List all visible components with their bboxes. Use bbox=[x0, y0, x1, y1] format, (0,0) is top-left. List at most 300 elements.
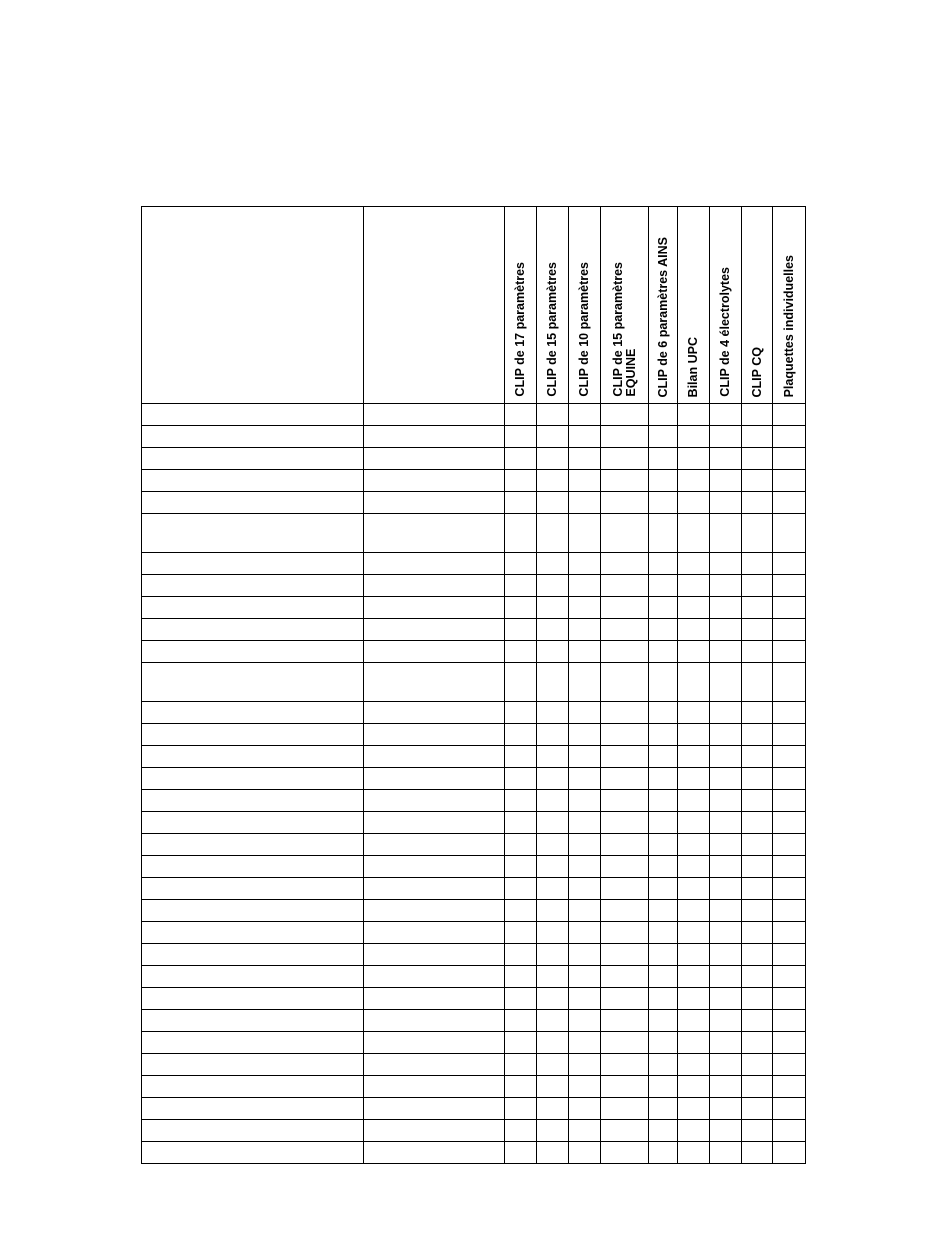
checkbox-cell bbox=[742, 790, 773, 812]
entry-cell bbox=[142, 966, 364, 988]
table-row bbox=[142, 900, 806, 922]
checkbox-cell bbox=[569, 1076, 601, 1098]
checkbox-cell bbox=[601, 1076, 649, 1098]
entry-cell bbox=[142, 575, 364, 597]
checkbox-cell bbox=[678, 426, 710, 448]
checkbox-cell bbox=[601, 1054, 649, 1076]
entry-cell bbox=[364, 492, 505, 514]
entry-cell bbox=[364, 1120, 505, 1142]
entry-cell bbox=[142, 768, 364, 790]
checkbox-cell bbox=[678, 834, 710, 856]
checkbox-cell bbox=[773, 878, 806, 900]
checkbox-cell bbox=[742, 514, 773, 553]
checkbox-cell bbox=[537, 426, 569, 448]
checkbox-cell bbox=[601, 856, 649, 878]
entry-cell bbox=[364, 1098, 505, 1120]
checkbox-cell bbox=[649, 856, 678, 878]
checkbox-cell bbox=[678, 922, 710, 944]
checkbox-cell bbox=[569, 812, 601, 834]
checkbox-cell bbox=[742, 746, 773, 768]
checkbox-cell bbox=[773, 834, 806, 856]
checkbox-cell bbox=[537, 1142, 569, 1164]
entry-cell bbox=[142, 1120, 364, 1142]
entry-cell bbox=[142, 1142, 364, 1164]
checkbox-cell bbox=[505, 702, 537, 724]
header-clip-6-ains bbox=[649, 207, 678, 404]
entry-cell bbox=[142, 724, 364, 746]
checkbox-cell bbox=[773, 1032, 806, 1054]
entry-cell bbox=[364, 724, 505, 746]
checkbox-cell bbox=[505, 492, 537, 514]
checkbox-cell bbox=[505, 553, 537, 575]
entry-cell bbox=[364, 663, 505, 702]
entry-cell bbox=[142, 856, 364, 878]
checkbox-cell bbox=[773, 426, 806, 448]
checkbox-cell bbox=[569, 663, 601, 702]
checkbox-cell bbox=[773, 856, 806, 878]
checkbox-cell bbox=[773, 944, 806, 966]
checkbox-cell bbox=[601, 404, 649, 426]
entry-cell bbox=[364, 922, 505, 944]
table-row bbox=[142, 575, 806, 597]
checkbox-cell bbox=[773, 514, 806, 553]
entry-cell bbox=[364, 1076, 505, 1098]
checkbox-cell bbox=[678, 1098, 710, 1120]
checkbox-cell bbox=[537, 834, 569, 856]
checkbox-cell bbox=[601, 426, 649, 448]
header-clip-15 bbox=[537, 207, 569, 404]
checkbox-cell bbox=[710, 988, 742, 1010]
table-row bbox=[142, 663, 806, 702]
checkbox-cell bbox=[710, 1010, 742, 1032]
checkbox-cell bbox=[710, 663, 742, 702]
checkbox-cell bbox=[601, 900, 649, 922]
table-row bbox=[142, 724, 806, 746]
checkbox-cell bbox=[505, 966, 537, 988]
header-label: CLIP de 17 paramètres bbox=[513, 262, 527, 397]
checkbox-cell bbox=[710, 812, 742, 834]
checkbox-cell bbox=[649, 922, 678, 944]
header-label: Bilan UPC bbox=[686, 336, 700, 397]
entry-cell bbox=[364, 619, 505, 641]
table-row bbox=[142, 878, 806, 900]
checkbox-cell bbox=[710, 641, 742, 663]
checkbox-cell bbox=[537, 702, 569, 724]
checkbox-cell bbox=[742, 1142, 773, 1164]
checkbox-cell bbox=[773, 900, 806, 922]
table-row bbox=[142, 966, 806, 988]
table-row bbox=[142, 426, 806, 448]
checkbox-cell bbox=[569, 1098, 601, 1120]
checkbox-cell bbox=[649, 944, 678, 966]
checkbox-cell bbox=[678, 597, 710, 619]
checkbox-cell bbox=[710, 1054, 742, 1076]
checkbox-cell bbox=[505, 812, 537, 834]
checkbox-cell bbox=[742, 812, 773, 834]
header-blank-1 bbox=[142, 207, 364, 404]
entry-cell bbox=[142, 619, 364, 641]
checkbox-cell bbox=[569, 619, 601, 641]
checkbox-cell bbox=[601, 1098, 649, 1120]
checkbox-cell bbox=[742, 900, 773, 922]
checkbox-cell bbox=[505, 922, 537, 944]
checkbox-cell bbox=[569, 597, 601, 619]
header-clip-17 bbox=[505, 207, 537, 404]
checkbox-cell bbox=[742, 1010, 773, 1032]
table-row bbox=[142, 702, 806, 724]
checkbox-cell bbox=[710, 575, 742, 597]
entry-cell bbox=[364, 878, 505, 900]
checkbox-cell bbox=[505, 900, 537, 922]
table-row bbox=[142, 790, 806, 812]
entry-cell bbox=[142, 492, 364, 514]
table-row bbox=[142, 514, 806, 553]
checkbox-cell bbox=[773, 922, 806, 944]
checkbox-cell bbox=[678, 1032, 710, 1054]
checkbox-cell bbox=[678, 812, 710, 834]
checkbox-cell bbox=[742, 426, 773, 448]
checkbox-cell bbox=[710, 856, 742, 878]
entry-cell bbox=[142, 1010, 364, 1032]
checkbox-cell bbox=[678, 1120, 710, 1142]
checkbox-cell bbox=[678, 944, 710, 966]
checkbox-cell bbox=[649, 1032, 678, 1054]
checkbox-cell bbox=[773, 768, 806, 790]
checkbox-cell bbox=[649, 663, 678, 702]
checkbox-cell bbox=[569, 922, 601, 944]
checkbox-cell bbox=[649, 404, 678, 426]
checkbox-cell bbox=[773, 619, 806, 641]
checkbox-cell bbox=[742, 834, 773, 856]
checkbox-cell bbox=[569, 492, 601, 514]
checkbox-cell bbox=[601, 1120, 649, 1142]
checkbox-cell bbox=[537, 663, 569, 702]
checkbox-cell bbox=[710, 1098, 742, 1120]
checkbox-cell bbox=[710, 790, 742, 812]
checkbox-cell bbox=[505, 1098, 537, 1120]
checkbox-cell bbox=[678, 856, 710, 878]
checkbox-cell bbox=[649, 470, 678, 492]
checkbox-cell bbox=[710, 966, 742, 988]
checkbox-cell bbox=[649, 641, 678, 663]
checkbox-cell bbox=[601, 553, 649, 575]
checkbox-cell bbox=[678, 1010, 710, 1032]
checkbox-cell bbox=[742, 856, 773, 878]
entry-cell bbox=[142, 988, 364, 1010]
table-row bbox=[142, 856, 806, 878]
checkbox-cell bbox=[601, 834, 649, 856]
checkbox-cell bbox=[773, 1010, 806, 1032]
checkbox-cell bbox=[649, 1010, 678, 1032]
checkbox-cell bbox=[710, 470, 742, 492]
header-label: CLIP de 4 électrolytes bbox=[718, 267, 732, 397]
checkbox-cell bbox=[773, 1142, 806, 1164]
checkbox-cell bbox=[505, 1010, 537, 1032]
header-clip-4-electrolytes bbox=[710, 207, 742, 404]
checkbox-cell bbox=[649, 702, 678, 724]
checkbox-cell bbox=[742, 922, 773, 944]
table-row bbox=[142, 1098, 806, 1120]
checkbox-cell bbox=[678, 988, 710, 1010]
table-row bbox=[142, 1120, 806, 1142]
checkbox-cell bbox=[773, 404, 806, 426]
checkbox-cell bbox=[537, 988, 569, 1010]
checkbox-cell bbox=[601, 768, 649, 790]
table-row bbox=[142, 619, 806, 641]
checkbox-cell bbox=[537, 1032, 569, 1054]
checkbox-cell bbox=[773, 790, 806, 812]
entry-cell bbox=[142, 597, 364, 619]
checkbox-cell bbox=[742, 1032, 773, 1054]
checkbox-cell bbox=[569, 448, 601, 470]
checkbox-cell bbox=[569, 988, 601, 1010]
entry-cell bbox=[142, 746, 364, 768]
checkbox-cell bbox=[742, 1076, 773, 1098]
checkbox-cell bbox=[569, 768, 601, 790]
table-row bbox=[142, 944, 806, 966]
checkbox-cell bbox=[678, 702, 710, 724]
checkbox-cell bbox=[710, 1076, 742, 1098]
entry-cell bbox=[142, 426, 364, 448]
checkbox-cell bbox=[742, 966, 773, 988]
checkbox-cell bbox=[678, 768, 710, 790]
checkbox-cell bbox=[742, 702, 773, 724]
checkbox-cell bbox=[649, 619, 678, 641]
checkbox-cell bbox=[710, 878, 742, 900]
checkbox-cell bbox=[537, 1076, 569, 1098]
checkbox-cell bbox=[742, 448, 773, 470]
entry-cell bbox=[142, 944, 364, 966]
checkbox-cell bbox=[569, 1120, 601, 1142]
checkbox-cell bbox=[710, 492, 742, 514]
table-row bbox=[142, 470, 806, 492]
entry-cell bbox=[364, 1010, 505, 1032]
checkbox-cell bbox=[505, 724, 537, 746]
checkbox-cell bbox=[537, 553, 569, 575]
checkbox-cell bbox=[678, 641, 710, 663]
header-clip-cq bbox=[742, 207, 773, 404]
checkbox-cell bbox=[537, 768, 569, 790]
checkbox-cell bbox=[773, 492, 806, 514]
checkbox-cell bbox=[678, 663, 710, 702]
checkbox-cell bbox=[505, 834, 537, 856]
checkbox-cell bbox=[678, 1142, 710, 1164]
header-label: CLIP de 10 paramètres bbox=[577, 262, 591, 397]
checkbox-cell bbox=[601, 922, 649, 944]
checkbox-cell bbox=[649, 1120, 678, 1142]
checkbox-cell bbox=[678, 966, 710, 988]
checkbox-cell bbox=[773, 597, 806, 619]
checkbox-cell bbox=[710, 514, 742, 553]
checkbox-cell bbox=[773, 470, 806, 492]
checkbox-cell bbox=[601, 514, 649, 553]
table-row bbox=[142, 597, 806, 619]
checkbox-cell bbox=[537, 514, 569, 553]
checkbox-cell bbox=[742, 944, 773, 966]
checkbox-cell bbox=[601, 448, 649, 470]
checkbox-cell bbox=[710, 404, 742, 426]
checkbox-cell bbox=[710, 1032, 742, 1054]
checkbox-cell bbox=[742, 553, 773, 575]
checkbox-cell bbox=[710, 944, 742, 966]
checkbox-cell bbox=[649, 553, 678, 575]
header-plaquettes-individuelles bbox=[773, 207, 806, 404]
checkbox-cell bbox=[742, 1054, 773, 1076]
checkbox-cell bbox=[537, 944, 569, 966]
checkbox-cell bbox=[649, 790, 678, 812]
checkbox-cell bbox=[710, 724, 742, 746]
entry-cell bbox=[364, 812, 505, 834]
checkbox-cell bbox=[601, 790, 649, 812]
entry-cell bbox=[364, 426, 505, 448]
checkbox-cell bbox=[505, 404, 537, 426]
entry-cell bbox=[142, 641, 364, 663]
checkbox-cell bbox=[569, 834, 601, 856]
checkbox-cell bbox=[569, 966, 601, 988]
entry-cell bbox=[364, 900, 505, 922]
checkbox-cell bbox=[569, 856, 601, 878]
checkbox-cell bbox=[537, 404, 569, 426]
checkbox-cell bbox=[773, 448, 806, 470]
entry-cell bbox=[142, 1076, 364, 1098]
checkbox-cell bbox=[537, 724, 569, 746]
entry-cell bbox=[364, 988, 505, 1010]
checkbox-cell bbox=[505, 1142, 537, 1164]
table-row bbox=[142, 834, 806, 856]
checkbox-cell bbox=[601, 944, 649, 966]
checkbox-cell bbox=[601, 746, 649, 768]
checkbox-cell bbox=[710, 597, 742, 619]
checkbox-cell bbox=[569, 878, 601, 900]
checkbox-cell bbox=[601, 1142, 649, 1164]
entry-cell bbox=[142, 878, 364, 900]
checkbox-cell bbox=[710, 1120, 742, 1142]
checkbox-cell bbox=[601, 641, 649, 663]
entry-cell bbox=[142, 553, 364, 575]
table-row bbox=[142, 553, 806, 575]
checkbox-cell bbox=[678, 900, 710, 922]
checkbox-cell bbox=[569, 514, 601, 553]
checkbox-cell bbox=[742, 641, 773, 663]
entry-cell bbox=[364, 470, 505, 492]
checkbox-cell bbox=[742, 470, 773, 492]
entry-cell bbox=[364, 702, 505, 724]
checkbox-cell bbox=[505, 514, 537, 553]
checkbox-cell bbox=[537, 492, 569, 514]
checkbox-cell bbox=[710, 1142, 742, 1164]
checkbox-cell bbox=[537, 878, 569, 900]
checkbox-cell bbox=[537, 856, 569, 878]
checkbox-cell bbox=[678, 553, 710, 575]
table-row bbox=[142, 812, 806, 834]
header-clip-15-equine bbox=[601, 207, 649, 404]
table-row bbox=[142, 746, 806, 768]
checkbox-cell bbox=[601, 575, 649, 597]
entry-cell bbox=[142, 663, 364, 702]
checkbox-cell bbox=[678, 514, 710, 553]
entry-cell bbox=[364, 404, 505, 426]
checkbox-cell bbox=[601, 470, 649, 492]
entry-cell bbox=[364, 834, 505, 856]
checkbox-cell bbox=[742, 492, 773, 514]
checkbox-cell bbox=[742, 597, 773, 619]
checkbox-cell bbox=[710, 702, 742, 724]
checkbox-cell bbox=[505, 746, 537, 768]
checkbox-cell bbox=[505, 988, 537, 1010]
entry-cell bbox=[364, 856, 505, 878]
checkbox-cell bbox=[537, 812, 569, 834]
checkbox-cell bbox=[773, 966, 806, 988]
checkbox-cell bbox=[505, 878, 537, 900]
checkbox-cell bbox=[678, 1076, 710, 1098]
checkbox-cell bbox=[537, 448, 569, 470]
table-row bbox=[142, 1142, 806, 1164]
header-label: CLIP de 15 paramètres EQUINE bbox=[610, 262, 638, 397]
checkbox-cell bbox=[773, 746, 806, 768]
checkbox-cell bbox=[537, 1098, 569, 1120]
table-row bbox=[142, 492, 806, 514]
checkbox-cell bbox=[649, 1076, 678, 1098]
checkbox-cell bbox=[537, 619, 569, 641]
checkbox-cell bbox=[505, 641, 537, 663]
order-form-table bbox=[141, 206, 806, 1164]
checkbox-cell bbox=[569, 944, 601, 966]
checkbox-cell bbox=[569, 790, 601, 812]
entry-cell bbox=[364, 1142, 505, 1164]
table-row bbox=[142, 1076, 806, 1098]
entry-cell bbox=[142, 922, 364, 944]
checkbox-cell bbox=[678, 878, 710, 900]
checkbox-cell bbox=[537, 575, 569, 597]
entry-cell bbox=[142, 790, 364, 812]
checkbox-cell bbox=[569, 641, 601, 663]
checkbox-cell bbox=[505, 663, 537, 702]
entry-cell bbox=[364, 514, 505, 553]
checkbox-cell bbox=[710, 922, 742, 944]
checkbox-cell bbox=[773, 988, 806, 1010]
checkbox-cell bbox=[601, 1032, 649, 1054]
checkbox-cell bbox=[678, 404, 710, 426]
checkbox-cell bbox=[710, 553, 742, 575]
checkbox-cell bbox=[505, 1076, 537, 1098]
table-row bbox=[142, 1054, 806, 1076]
checkbox-cell bbox=[649, 514, 678, 553]
checkbox-cell bbox=[773, 1076, 806, 1098]
entry-cell bbox=[364, 790, 505, 812]
checkbox-cell bbox=[569, 553, 601, 575]
entry-cell bbox=[142, 834, 364, 856]
checkbox-cell bbox=[601, 812, 649, 834]
checkbox-cell bbox=[569, 1142, 601, 1164]
checkbox-cell bbox=[537, 966, 569, 988]
checkbox-cell bbox=[537, 1120, 569, 1142]
entry-cell bbox=[142, 448, 364, 470]
checkbox-cell bbox=[742, 663, 773, 702]
checkbox-cell bbox=[601, 619, 649, 641]
entry-cell bbox=[364, 1054, 505, 1076]
checkbox-cell bbox=[773, 1054, 806, 1076]
entry-cell bbox=[142, 1032, 364, 1054]
checkbox-cell bbox=[537, 1054, 569, 1076]
checkbox-cell bbox=[649, 900, 678, 922]
checkbox-cell bbox=[773, 724, 806, 746]
checkbox-cell bbox=[569, 702, 601, 724]
checkbox-cell bbox=[505, 1120, 537, 1142]
table-row bbox=[142, 1010, 806, 1032]
entry-cell bbox=[364, 944, 505, 966]
checkbox-cell bbox=[773, 575, 806, 597]
checkbox-cell bbox=[710, 768, 742, 790]
